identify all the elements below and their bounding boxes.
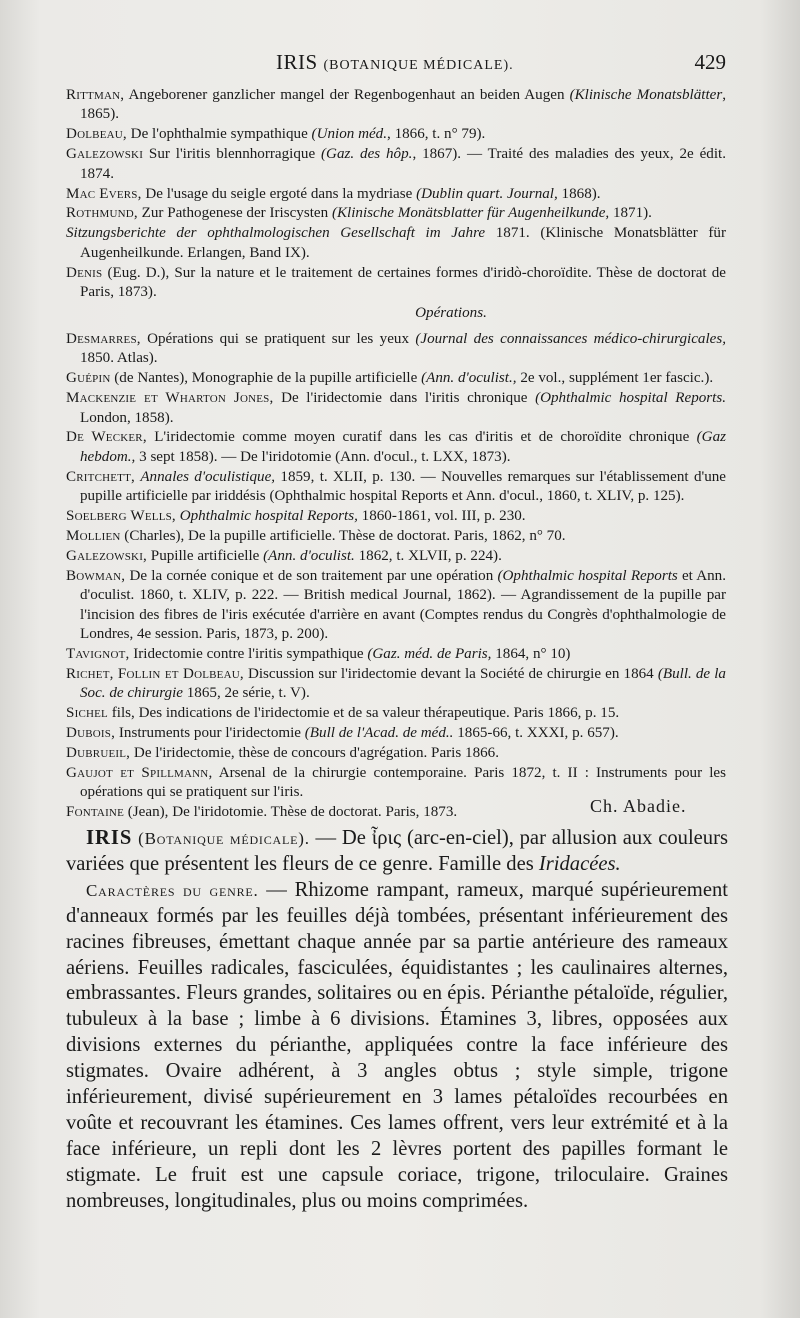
bibliography-entry [66, 547, 726, 566]
entry-author: Guépin [66, 370, 111, 387]
running-title-main: IRIS [276, 50, 318, 74]
entry-details: 1871). [609, 205, 652, 222]
entry-author: Galezowski, [66, 547, 148, 564]
entry-text: fils, Des indications de l'iridectomie et de sa valeur thérapeutique. Paris 1866, p. 15. [107, 705, 620, 722]
entry-text: (Eug. D.), Sur la nature et le traitement de certaines formes d'iridò-choroïdite. Thèse de doctorat de Paris, 1873). [80, 264, 726, 301]
entry-author: Rittman, [66, 87, 125, 103]
entry-author: Desmarres, [66, 330, 141, 347]
entry-text: Opérations qui se pratiquent sur les yeux [140, 330, 416, 347]
page-number: 429 [694, 50, 726, 74]
entry-author: Mollien [66, 527, 121, 544]
entry-text: (Jean), De l'iridotomie. Thèse de doctorat. Paris, 1873. [124, 804, 458, 821]
entry-text: De la cornée conique et de son traitement par une opération [125, 567, 498, 584]
entry-details: 1865, 2e série, t. V). [182, 685, 310, 702]
entry-source: (Dublin quart. Journal, [416, 185, 558, 202]
entry-details: 1862, t. XLVII, p. 224). [354, 547, 502, 564]
bibliography-entry [66, 507, 726, 526]
bibliography-entry [66, 704, 726, 723]
entry-source: (Ann. d'oculist., [421, 370, 517, 387]
entry-source: (Union méd. [311, 126, 388, 143]
entry-source: (Ophthalmic hospital Reports [497, 567, 678, 584]
article-family: Iridacées. [538, 852, 621, 875]
entry-author: Dubois, [66, 725, 116, 741]
entry-text: Iridectomie contre l'iritis sympathique [129, 645, 368, 662]
entry-text: De l'ophthalmie sympathique [126, 126, 312, 143]
entry-source: (Gaz. méd. de Paris, [367, 645, 492, 662]
entry-text: Discussion sur l'iridectomie devant la Société de chirurgie en 1864 [243, 665, 658, 682]
bibliography-entry [66, 645, 726, 664]
characters-text: — Rhizome rampant, rameux, marqué supérieurement d'anneaux formés par les feuilles déjà tombées, présentant inférieurement des racines fibreuses, émettant chaque année par sa partie antérieure des rameaux aériens. Feuilles radicales, fasciculées, équidistantes ; les caulinaires alternes, embrassantes. Fleurs grandes, solitaires ou en épis. Périanthe pétaloïde, régulier, tubuleux à la base ; limbe à 6 divisions. Étamines 3, libres, opposées aux divisions externes du périanthe, appliquées contre la face inférieure des stigmates. Ovaire adhérent, à 3 angles obtus ; style simple, trigone inférieurement, divisé supérieurement en 3 lames pétaloïdes recourbées en voûte et recouvrant les étamines. Ces lames offrent, vers leur extrémité et à la face inférieure, un repli dont les 2 lèvres portent des papilles formant le stigmate. Le fruit est une capsule coriace, trigone, triloculaire. Graines nombreuses, longitudinales, plus ou moins comprimées. [66, 878, 728, 1212]
bibliography-entry [66, 224, 726, 263]
entry-source: (Ann. d'oculist. [263, 547, 355, 564]
entry-author: Critchett, [66, 468, 135, 485]
running-title-sub: (BOTANIQUE MÉDICALE). [323, 58, 514, 73]
bibliography-entry [66, 724, 726, 743]
operations-heading: Opérations. [415, 305, 487, 322]
entry-author: De Wecker, [66, 429, 147, 446]
entry-details: 1871. (Klinische Monatsblätter für Augenheilkunde. Erlangen, Band IX). [80, 225, 726, 261]
entry-details: London, 1858). [80, 409, 174, 426]
entry-details: et Ann. d'oculist. 1860, t. XLIV, p. 222. — British medical Journal, 1862). — Agrandissement de la pupille par l'incision des fibres de l'iris exécutée d'arrière en avant (Comptes rendus du Congrès d'ophthalmologie de Londres, 4e session. Paris, 1873, p. 200). [80, 567, 727, 642]
entry-source: (Gaz hebdom., [80, 429, 727, 465]
entry-author: Fontaine [66, 804, 124, 821]
entry-author: Dubrueil, [66, 744, 131, 761]
entry-source: (Bull de l'Acad. de méd.. [304, 725, 454, 741]
entry-author: Soelberg Wells, [66, 508, 176, 525]
entry-text: Zur Pathogenese der Iriscysten [137, 205, 332, 222]
bibliography-entry [66, 527, 726, 546]
bibliography-entry [66, 145, 726, 184]
bibliography-entry [66, 264, 726, 303]
entry-details: 1864, n° 10) [491, 645, 571, 662]
entry-author: Gaujot et Spillmann, [66, 764, 213, 781]
entry-text: Angeborener ganzlicher mangel der Regenbogenhaut an beiden Augen [124, 87, 570, 103]
article-title: IRIS [86, 827, 133, 849]
entry-author: Sichel [66, 705, 108, 722]
operations-list [66, 330, 726, 823]
entry-author: Mac Evers, [66, 185, 142, 202]
bibliography-entry [66, 744, 726, 763]
entry-source: (Journal des connaissances médico-chirurgicales, [415, 330, 726, 347]
article-characters [66, 878, 728, 1215]
bibliography-entry [66, 567, 726, 645]
entry-text: L'iridectomie comme moyen curatif dans les cas d'iritis et de choroïdite chronique [146, 429, 697, 446]
entry-source: Ophthalmic hospital Reports, [179, 508, 358, 525]
entry-author: Dolbeau, [66, 126, 127, 143]
entry-author: Mackenzie et Wharton Jones, [66, 390, 274, 407]
entry-source: (Bull. de la Soc. de chirurgie [80, 665, 726, 702]
entry-author: Richet, Follin et Dolbeau, [66, 665, 244, 682]
bibliography-entry [66, 665, 726, 704]
entry-text: Pupille artificielle [147, 547, 264, 564]
article-intro-text: — De ἶρις (arc-en-ciel), par allusion aux couleurs variées que présentent les fleurs de ce genre. Famille des [66, 827, 728, 875]
entry-text: (de Nantes), Monographie de la pupille artificielle [110, 370, 422, 387]
bibliography-list [66, 86, 726, 302]
entry-details: 3 sept 1858). — De l'iridotomie (Ann. d'ocul., t. LXX, 1873). [135, 448, 511, 465]
bibliography-entry [66, 389, 726, 428]
entry-author: Galezowski [66, 146, 144, 163]
bibliography-entry [66, 86, 726, 125]
bibliography-entry [66, 330, 726, 369]
entry-source: (Ophthalmic hospital Reports. [535, 390, 726, 407]
bibliography-entry [66, 369, 726, 388]
entry-source: (Klinische Monatsblätter [569, 87, 723, 103]
author-signoff: Ch. Abadie. [590, 796, 687, 816]
article-title-paren: (Botanique médicale). [138, 829, 310, 848]
entry-author: Denis [66, 264, 103, 281]
entry-text: De l'usage du seigle ergoté dans la mydriase [141, 185, 417, 202]
article-iris [66, 826, 728, 1215]
entry-text: De l'iridectomie dans l'iritis chronique [273, 390, 536, 407]
entry-text: Instruments pour l'iridectomie [115, 725, 305, 741]
entry-details: 2e vol., supplément 1er fascic.). [516, 370, 714, 387]
entry-source: (Klinische Monätsblatter für Augenheilkunde, [331, 205, 610, 222]
running-header [66, 50, 726, 80]
entry-author: Bowman, [66, 567, 126, 584]
bibliography [66, 86, 726, 823]
entry-details: 1865-66, t. XXXI, p. 657). [453, 725, 619, 741]
entry-details: , 1866, t. n° 79). [387, 126, 486, 143]
bibliography-entry [66, 125, 726, 144]
entry-details: 1850. Atlas). [80, 350, 158, 367]
entry-text: (Charles), De la pupille artificielle. Thèse de doctorat. Paris, 1862, n° 70. [120, 527, 566, 544]
article-intro [66, 826, 728, 878]
entry-details: 1868). [557, 185, 601, 202]
bibliography-entry [66, 468, 726, 507]
entry-author: Rothmund, [66, 205, 138, 222]
characters-heading: Caractères du genre. [86, 880, 259, 900]
entry-details: 1859, t. XLII, p. 130. — Nouvelles remarques sur l'établissement d'une pupille artificielle par iriddésis (Ophthalmic hospital Reports et Ann. d'ocul., 1860, t. XLIV, p. 125). [80, 468, 727, 505]
entry-text: Arsenal de la chirurgie contemporaine. Paris 1872, t. II : Instruments pour les opérations qui se pratiquent sur l'iris. [80, 764, 727, 801]
entry-text: Sur l'iritis blennhorragique [143, 146, 322, 163]
entry-details: 1860-1861, vol. III, p. 230. [357, 508, 526, 525]
entry-text: De l'iridectomie, thèse de concours d'agrégation. Paris 1866. [130, 744, 499, 761]
bibliography-entry [66, 204, 726, 223]
entry-details: , 1867). — Traité des maladies des yeux, 2e édit. 1874. [80, 146, 727, 182]
entry-source: Annales d'oculistique, [140, 468, 276, 485]
entry-author: Tavignot, [66, 645, 130, 662]
running-title [276, 50, 514, 75]
entry-source: Sitzungsberichte der ophthalmologischen Gesellschaft im Jahre [66, 225, 486, 242]
bibliography-entry [66, 185, 726, 204]
entry-details: , 1865). [80, 87, 726, 123]
entry-source: (Gaz. des hôp. [321, 146, 413, 163]
bibliography-entry [66, 428, 726, 467]
